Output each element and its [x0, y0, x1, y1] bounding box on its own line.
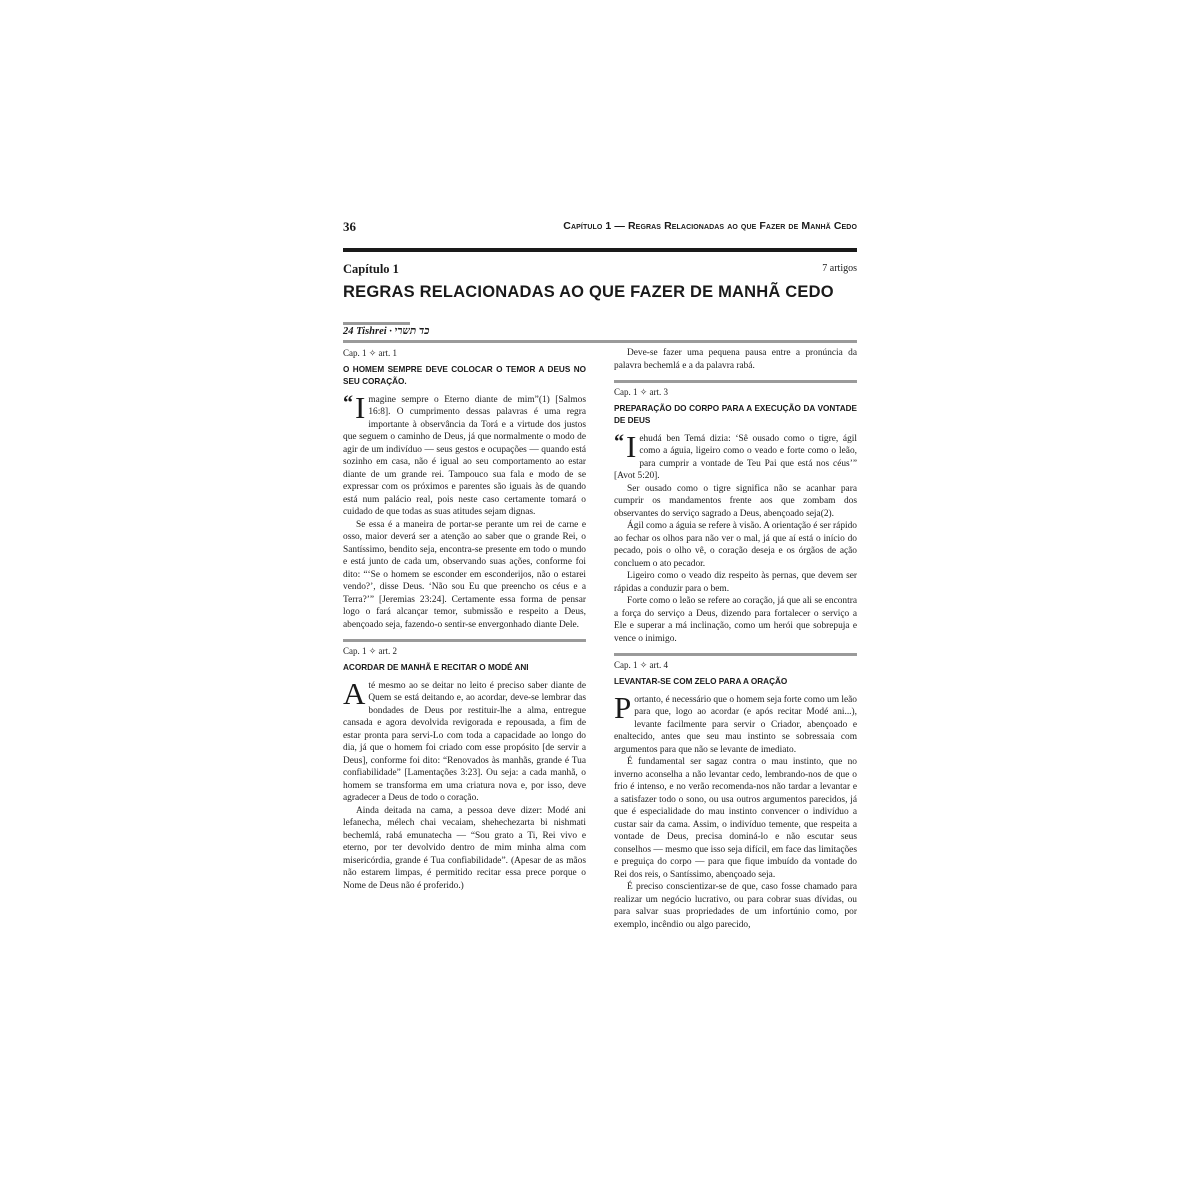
article-title: PREPARAÇÃO DO CORPO PARA A EXECUÇÃO DA VONTADE DE DEUS — [614, 403, 857, 425]
page-number: 36 — [343, 219, 356, 234]
drop-cap: I — [355, 389, 366, 425]
right-column — [614, 347, 857, 931]
drop-cap: A — [343, 675, 366, 711]
article-paragraph: Deve-se fazer uma pequena pausa entre a pronúncia da palavra bechemlá e a da palavra rabá. — [614, 348, 857, 371]
chapter-article-count: 7 artigos — [822, 263, 857, 274]
header-rule — [343, 248, 857, 252]
running-head: Capítulo 1 — Regras Relacionadas ao que Fazer de Manhã Cedo — [563, 220, 857, 232]
article-ref: Cap. 1 ✧ art. 4 — [614, 660, 669, 670]
quote-mark: “ — [614, 430, 624, 453]
drop-cap: P — [614, 689, 632, 725]
article-ref: Cap. 1 ✧ art. 2 — [343, 646, 398, 656]
article-paragraph: É fundamental ser sagaz contra o mau instinto, que no inverno aconselha a não levantar cedo, lembrando-nos de que o frio é intenso, e no verão recomenda-nos não tardar a levantar e a satisfazer todo o sono, ou usa outros argumentos parecidos, já que é especialidade do mau instinto convencer o indivíduo a custar sair da cama. Assim, o indivíduo temente, que respeita a vontade de Deus, precisa dominá-lo e não escutar seus conselhos — mesmo que isso seja difícil, em face das limitações e preguiça do corpo — para que fique imbuído da vontade do Rei dos reis, o Santíssimo, abençoado seja. — [614, 757, 857, 880]
chapter-label: Capítulo 1 — [343, 262, 399, 276]
date-label: 24 Tishrei · כד תשרי — [343, 326, 430, 337]
article-paragraph: Portanto, é necessário que o homem seja forte como um leão para que, logo ao acordar (e após recitar Modé ani...), levante facilmente para servir o Criador, abençoado e enaltecido, antes que seu mau instinto se sobressaia com argumentos para que não se levante de imediato. — [614, 689, 857, 755]
article-ref: Cap. 1 ✧ art. 3 — [614, 387, 669, 397]
article-paragraph: Se essa é a maneira de portar-se perante um rei de carne e osso, maior deverá ser a atenção ao saber que o grande Rei, o Santíssimo, bendito seja, encontra-se presente em todo o mundo e está junto de cada um, observando suas ações, conforme foi dito: “‘Se o homem se esconder em esconderijos, não o estarei vendo?’, disse Deus. ‘Não sou Eu que preencho os céus e a Terra?’” [Jeremias 23:24]. Certamente essa forma de pensar logo o fará alcançar temor, submissão e respeito a Deus, abençoado seja, fazendo-o sentir-se envergonhado diante Dele. — [343, 519, 586, 630]
date-rule — [343, 340, 857, 343]
article-paragraph: “ I ehudá ben Temá dizia: ‘Sê ousado como o tigre, ágil como a águia, ligeiro como o veado e forte como o leão, para cumprir a vontade de Teu Pai que está nos céus’” [Avot 5:20]. — [614, 428, 857, 481]
article-title: O HOMEM SEMPRE DEVE COLOCAR O TEMOR A DEUS NO SEU CORAÇÃO. — [343, 364, 586, 386]
article-ref: Cap. 1 ✧ art. 1 — [343, 348, 398, 358]
quote-mark: “ — [343, 391, 353, 414]
article-title: LEVANTAR-SE COM ZELO PARA A ORAÇÃO — [614, 676, 788, 686]
article-paragraph: É preciso conscientizar-se de que, caso fosse chamado para realizar um negócio lucrativo, ou para cobrar suas dívidas, ou para salvar suas propriedades de um infortúnio como, por exemplo, incêndio ou algo parecido, — [614, 882, 857, 930]
drop-cap: I — [626, 428, 637, 464]
date-bar — [343, 322, 410, 325]
article-paragraph: Ágil como a águia se refere à visão. A orientação é ser rápido ao fechar os olhos para não ver o mal, já que aí está o início do pecado, pois o olho vê, o coração deseja e os órgãos de ação concluem o ato pecador. — [614, 521, 857, 569]
article-paragraph: Ainda deitada na cama, a pessoa deve dizer: Modé ani lefanecha, mélech chai vecaiam, shehechezarta bi nishmati bechemlá, rabá emunatecha — “Sou grato a Ti, Rei vivo e eterno, por ter devolvido dentro de mim minha alma com misericórdia, grande é Tua confiabilidade”. (Apesar de as mãos não estarem limpas, é permitido recitar essa prece porque o Nome de Deus não é proferido.) — [343, 805, 586, 891]
page-header — [343, 219, 857, 239]
article-rule — [343, 639, 586, 642]
article-rule — [614, 653, 857, 656]
left-column — [343, 347, 586, 892]
article-paragraph: Ligeiro como o veado diz respeito às pernas, que devem ser rápidas a conduzir para o bem. — [614, 571, 857, 594]
article-paragraph: Forte como o leão se refere ao coração, já que ali se encontra a força do serviço a Deus, dizendo para fortalecer o serviço a Ele e superar a má inclinação, como um herói que sobrepuja e vence o inimigo. — [614, 596, 857, 644]
book-page — [343, 205, 857, 965]
article-title: ACORDAR DE MANHÃ E RECITAR O MODÉ ANI — [343, 662, 529, 672]
chapter-title: REGRAS RELACIONADAS AO QUE FAZER DE MANHÃ CEDO — [343, 283, 834, 301]
article-paragraph: Até mesmo ao se deitar no leito é preciso saber diante de Quem se está deitando e, ao acordar, deve-se lembrar das bondades de Deus por restituir-lhe a alma, entregue cansada e agora devolvida revigorada e repousada, a fim de estar pronta para servi-Lo com toda a capacidade ao longo do dia, já que o homem foi criado com esse propósito [de servir a Deus], conforme foi dito: “Renovados às manhãs, grande é Tua confiabilidade” [Lamentações 3:23]. Ou seja: a cada manhã, o homem se transforma em uma criatura nova e, por isso, deve agradecer a Deus de todo o coração. — [343, 675, 586, 803]
article-paragraph: Ser ousado como o tigre significa não se acanhar para cumprir os mandamentos frente aos que zombam dos observantes do serviço sagrado a Deus, abençoado seja(2). — [614, 483, 857, 519]
article-paragraph: “ I magine sempre o Eterno diante de mim”(1) [Salmos 16:8]. O cumprimento dessas palavras é uma regra importante à observância da Torá e a virtude dos justos que seguem o caminho de Deus, já que normalmente o modo de agir de um indivíduo — seus gestos e ocupações — quando está sozinho em casa, não é igual ao seu comportamento ao estar diante de um grande rei. Tampouco sua fala e modo de se expressar com os próximos e parentes são iguais às de quando está num palácio real, pois neste caso certamente tomará o cuidado de que todas as suas atitudes sejam dignas. — [343, 389, 586, 517]
article-rule — [614, 380, 857, 383]
